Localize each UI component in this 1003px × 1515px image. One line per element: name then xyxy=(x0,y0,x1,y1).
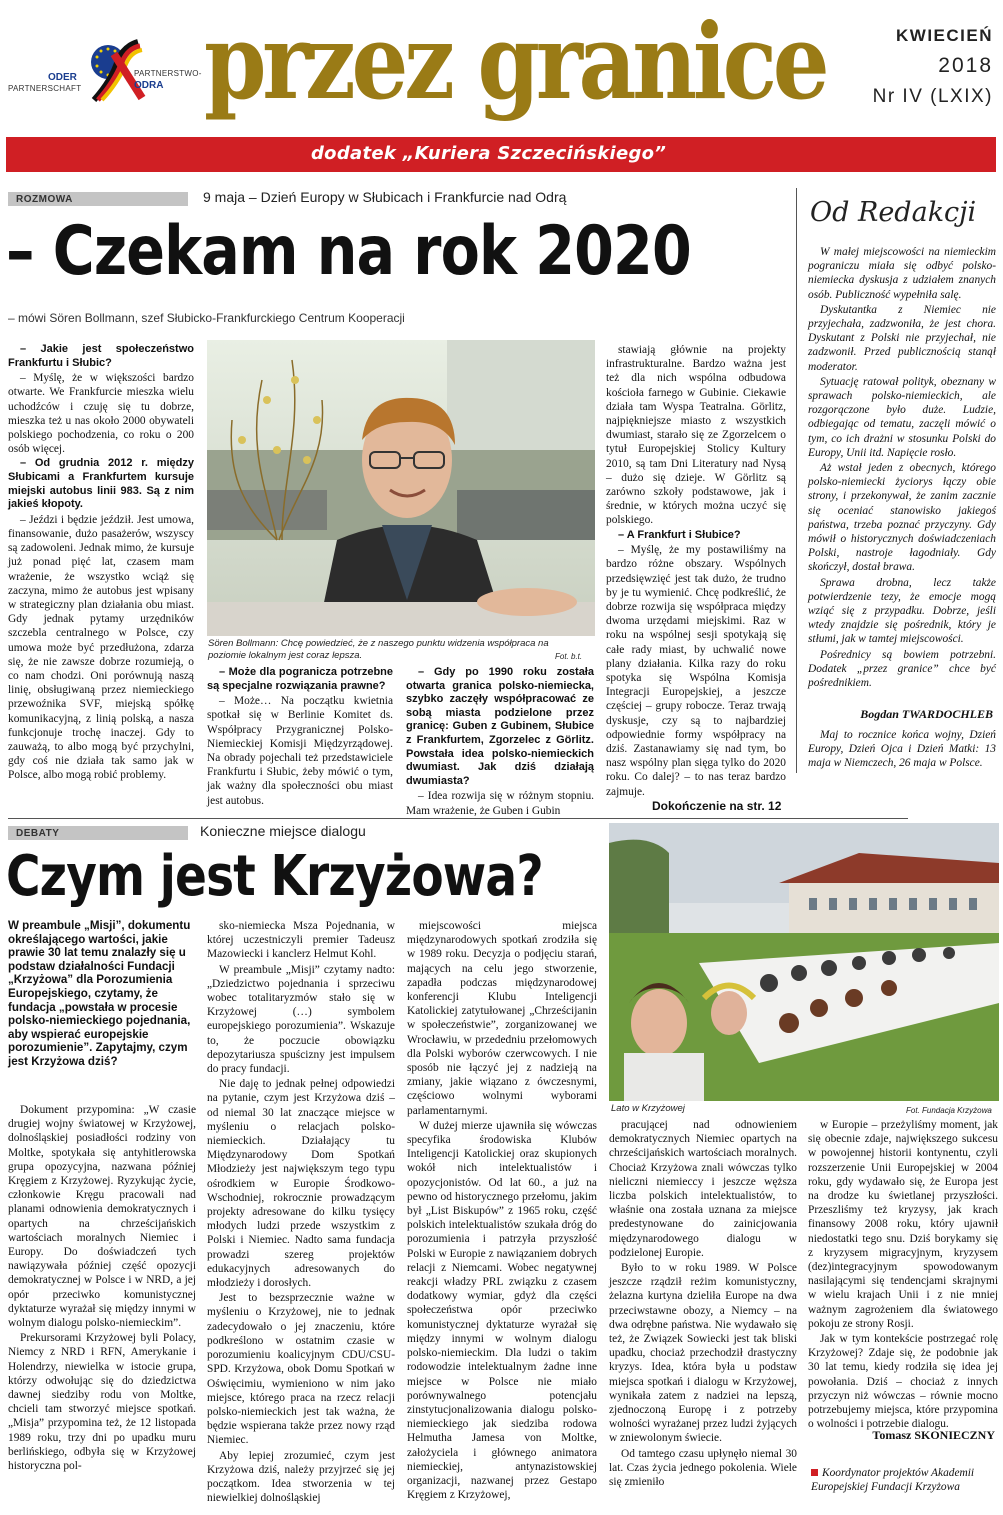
article-paragraph: Nie daję to jednak pełnej odpowiedzi na pytanie, czym jest Krzyżowa dziś – od niemal 30 lat znaczące miejsce w myśleniu o relacjach polsko-niemieckich. Działający tu Międzynarodowy Dom Spotkań Młodzieży jest największym tego typu ośrodkiem w Europie Środkowo-Wschodniej, rokrocznie prowadzącym projekty adresowane do kilku tysięcy młodych ludzi przede wszystkim z Polski i Niemiec. Nadto sama fundacja prowadzi szereg projektów edukacyjnych adresowanych do młodzieży i dorosłych. xyxy=(207,1078,395,1290)
article2-kicker: Konieczne miejsce dialogu xyxy=(200,823,366,839)
editorial-body xyxy=(808,245,996,745)
article-paragraph: miejscowości miejsca międzynarodowych spotkań zrodziła się w 1989 roku. Decyzja o podjęciu starań, mających na celu jego stworzenie, zapadła podczas międzynarodowej konferencji Klubu Inteligencji Katolickiej zatytułowanej „Chrześcijanin w społeczeństwie”, zorganizowanej we Wrocławiu, w przededniu przełomowych dla Polski wyborów czerwcowych. I nie sposób nie łączyć jej z nadzieją na zmiany, jakie wiązano z ówczesnymi, częściowo wolnymi wyborami parlamentarnymi. xyxy=(407,920,597,1117)
editorial-divider xyxy=(796,188,797,773)
interview-answer: – Jeździ i będzie jeździł. Jest umowa, finansowanie, dużo pasażerów, wszyscy są zadowoleni. Jednak mimo, że kursuje już ponad pięć lat, czasem mam wrażenie, że wszystko wciąż się zaczyna, mimo że autobus jest wpisany w strategiczny plan działania obu miast. Gdy jednak pytamy urzędników szczebla centralnego w Polsce, czy umowa może być przedłużona, zdarza się, że nie zawsze dobrze rozumieją, o co nam chodzi. Oni porównują naszą linię, obsługiwaną przez niemieckiego przewoźnika SVF, miejską spółkę komunikacyjną, z linią polską, a nasza funkcjonuje trochę inaczej. Gdy to zauważą, to albo mogą być przychylni, gdy coś nie działa tak samo jak w Polsce, albo mogą robić problemy. xyxy=(8,513,194,782)
editorial-footnote-text: Maj to rocznice końca wojny, Dzień Europy, Dzień Ojca i Dzień Matki: 13 maja w Niemczech, 26 maja w Polsce. xyxy=(808,729,996,770)
section-tag-debaty: DEBATY xyxy=(8,826,188,840)
article1-deck: – mówi Sören Bollmann, szef Słubicko-Frankfurckiego Centrum Kooperacji xyxy=(8,311,405,325)
interview-answer: – Myślę, że w większości bardzo otwarte. We Frankfurcie mieszka wielu uchodźców i czuję się tu dobrze, mieszka też u nas około 2000 obywateli polskiego pochodzenia, co roku o 200 osób więcej. xyxy=(8,372,194,456)
article1-column-4 xyxy=(606,343,786,798)
article-paragraph: W dużej mierze ujawniła się wówczas specyfika środowiska Klubów Inteligencji Katolickiej oraz skupionych wokół nich intelektualistów i opozycjonistów. Od lat 60., a już na pewno od historycznego przełomu, jakim był „List Biskupów” z 1965 roku, część polskich intelektualistów szukała dróg do porozumienia i patrzyła przyszłość Polski w Europie z nawiązaniem dobrych relacji z Niemcami. Wobec negatywnej reakcji władzy PRL związku z czasem dodatkowy wymiar, gdyż dla części społeczeństwa opór przeciwko komunistycznej dyktaturze wyrażał się między innymi w wolnym dialogu polsko-niemieckim. Dla ludzi o takim rodowodzie intelektualnym żadne inne miejsce w Polsce nie miało porównywalnego potencjału zinstytucjonalizowania dialogu polsko-niemieckiego jak siedziba rodowa Helmutha Jamesa von Moltke, założyciela i głównego animatora niemieckiej, antynazistowskiej organizacji, nazwanej przez Gestapo Kręgiem z Krzyżowej, xyxy=(407,1119,597,1502)
article2-column-1 xyxy=(8,1103,196,1511)
footnote-square-icon xyxy=(811,1469,818,1476)
article-paragraph: Od tamtego czasu upłynęło niemal 30 lat. Czas życia jednego pokolenia. Wiele się zmieniło xyxy=(609,1447,797,1489)
article1-column-2 xyxy=(207,666,393,816)
article2-photo-caption: Lato w Krzyżowej xyxy=(611,1103,685,1114)
article2-author: Tomasz SKONIECZNY xyxy=(872,1428,995,1442)
interview-answer: – Idea rozwija się w różnym stopniu. Mam wrażenie, że Guben i Gubin xyxy=(406,790,594,817)
article-paragraph: Jest to bezsprzecznie ważne w myśleniu o Krzyżowej, nie to jednak zadecydowało o jej znaczeniu, które podkreślono w ostatnim czasie w porozumieniu koalicyjnym CDU/CSU-SPD. Krzyżowa, obok Domu Spotkań w Oświęcimiu, wymieniono w nim jako miejsce, którego praca na rzecz relacji polsko-niemieckich jest tak ważna, że będzie wspierana także przez nowy rząd Niemiec. xyxy=(207,1292,395,1447)
article1-photo-caption: Sören Bollmann: Chcę powiedzieć, że z naszego punktu widzenia współpraca na poziomie lokalnym jest coraz lepsza. xyxy=(208,638,549,661)
article2-lead: W preambule „Misji”, dokumentu określającego wartości, jakie prawie 30 lat temu znalazły się u podstaw działalności Fundacji „Krzyżowa” dla Porozumienia Europejskiego, czytamy, że fundacja „powstała w procesie polsko-niemieckiego pojednania, aby wspierać europejskie porozumienie”. Zapytajmy, czym jest Krzyżowa dziś? xyxy=(8,919,191,1068)
bollmann-photo xyxy=(207,340,595,636)
interview-answer: – Może… Na początku kwietnia spotkał się w Berlinie Komitet ds. Współpracy Przygranicznej Polsko-Niemieckiej Komisji Międzyrządowej. Na obrady pojechali też przedstawiciele Frankfurtu i Słubic, żeby mówić o tym, jak ważny dla społeczności obu miast jest autobus. xyxy=(207,695,393,807)
continued-note: Dokończenie na str. 12 xyxy=(652,799,782,813)
interview-question: – Może dla pogranicza potrzebne są specjalne rozwiązania prawne? xyxy=(207,666,393,692)
supplement-text: dodatek „Kuriera Szczecińskiego” xyxy=(311,143,667,164)
article-paragraph: Prekursorami Krzyżowej byli Polacy, Niemcy z NRD i RFN, Amerykanie i Holendrzy, niewielka w istocie grupa, którzy odwołując się do dziedzictwa dawnej siedziby rodu von Moltke, chcieli tam stworzyć miejsce spotkań. „Misja” przypomina też, że 12 listopada 1989 roku, trzy dni po upadku muru berlińskiego, odbyła się w Krzyżowej historyczna pol- xyxy=(8,1332,196,1473)
krzyzowa-photo xyxy=(609,823,999,1101)
article2-column-3 xyxy=(407,919,597,1511)
article1-headline: – Czekam na rok 2020 xyxy=(6,212,691,291)
article1-column-1 xyxy=(8,343,194,815)
oder-partnerschaft-logo xyxy=(6,40,201,100)
issue-number: Nr IV (LXIX) xyxy=(872,86,993,107)
article2-column-2 xyxy=(207,919,395,1511)
supplement-band xyxy=(6,137,996,172)
article2-column-4 xyxy=(609,1118,797,1511)
issue-month: KWIECIEŃ xyxy=(896,26,993,45)
logo-partnerstwo-text: PARTNERSTWO- xyxy=(134,69,202,78)
section-tag-rozmowa: ROZMOWA xyxy=(8,192,188,206)
editorial-title: Od Redakcji xyxy=(810,197,977,228)
section-divider xyxy=(8,818,908,819)
article1-photo-credit: Fot. b.t. xyxy=(555,652,583,661)
article-paragraph: sko-niemiecka Msza Pojednania, w której uczestniczyli premier Tadeusz Mazowiecki i kanclerz Helmut Kohl. xyxy=(207,920,395,961)
editorial-author: Bogdan TWARDOCHLEB xyxy=(860,707,993,721)
article2-headline: Czym jest Krzyżowa? xyxy=(6,844,543,909)
logo-partnerschaft-text: PARTNERSCHAFT xyxy=(8,84,82,93)
photo-summer-icon xyxy=(609,823,999,1101)
article2-column-5 xyxy=(808,1118,998,1431)
article-paragraph: Aby lepiej zrozumieć, czym jest Krzyżowa dziś, należy przyjrzeć się jej początkom. Idea stworzenia w tej niewielkiej dolnośląskiej xyxy=(207,1449,395,1505)
article1-kicker: 9 maja – Dzień Europy w Słubicach i Frankfurcie nad Odrą xyxy=(203,189,567,205)
article-paragraph: pracującej nad odnowieniem demokratycznych Niemiec opartych na chrześcijańskich wartościach moralnych. Chociaż Krzyżowa znali wówczas tylko nieliczni niemieccy i jeszcze węższa liczba polskich intelektualistów, to właśnie ona została uznana za miejsce predestynowane do zainicjowania międzynarodowego dialogu w podzielonej Europie. xyxy=(609,1119,797,1259)
article-paragraph: Jak w tym kontekście postrzegać rolę Krzyżowej? Zdaje się, że podobnie jak 30 lat temu, kiedy rodziła się idea jej powołania. Dziś – chociaż z innych przyczyn niż wówczas – równie mocno potrzebujemy miejsca, które przypomina o wolności i potrzebie dialogu. xyxy=(808,1333,998,1431)
photo-portrait-icon xyxy=(207,340,595,636)
article1-column-3 xyxy=(406,666,594,816)
editorial-paragraph: Sytuację ratował polityk, obeznany w sprawach polsko-niemieckich, ale rozgorączone było duże. Ludzie, odbiegając od tematu, zaczęli mówić o tym, co ich drażni w stosunku Polski do Europy, Unii itd. Napięcie rosło. xyxy=(808,375,996,459)
article2-footnote-text: Koordynator projektów Akademii Europejskiej Fundacji Krzyżowa xyxy=(811,1467,975,1493)
article2-footnote xyxy=(811,1466,997,1494)
article-paragraph: Było to w roku 1989. W Polsce jeszcze rządził reżim komunistyczny, żelazna kurtyna dzieliła Europe na dwa przeciwstawne obozy, a Niemcy – na dwa odrębne państwa. Nie wydawało się też, że Związek Sowiecki jest tak bliski upadku, chociaż przechodził drastyczny kryzys. Idea, która była u podstaw miejsca spotkań i dialogu w Krzyżowej, wynikała zatem z nadziei na lepszą, zjednoczoną Europę i z potrzeby wolności wyrażanej przez ludzi żyjących w zniewolonym świecie. xyxy=(609,1262,797,1445)
logo-odra-text: ODRA xyxy=(134,80,164,91)
interview-question: – Jakie jest społeczeństwo Frankfurtu i Słubic? xyxy=(8,343,194,369)
editorial-paragraph: W małej miejscowości na niemieckim pograniczu miała się odbyć polsko-niemiecka dyskusja z udziałem znanych osób. Publiczność wypełniła salę. xyxy=(808,246,996,301)
editorial-paragraph: Pośrednicy są bowiem potrzebni. Dodatek „przez granice” chce być pośrednikiem. xyxy=(808,648,996,690)
interview-question: – A Frankfurt i Słubice? xyxy=(618,528,741,541)
logo-oder-text: ODER xyxy=(48,72,77,83)
interview-question: – Gdy po 1990 roku została otwarta granica polsko-niemiecka, szybko zaczęły współpracować ze sobą miasta podzielone przez granicę: Guben z Gubinem, Słubice z Frankfurtem, Zgorzelec z Görlitz. Powstała idea polsko-niemieckich dwumiast. Jak dziś działają dwumiasta? xyxy=(406,666,594,787)
interview-question: – Od grudnia 2012 r. między Słubicami a Frankfurtem kursuje miejski autobus linii 983. Są z nim jakieś kłopoty. xyxy=(8,457,194,511)
editorial-paragraph: Sprawa drobna, lecz także potwierdzenie tezy, że emocje mogą wziąć się z przypadku. Dobrze, jeśli wtedy znajdzie się pośrednik, który je stłumi, jak w tamtej miejscowości. xyxy=(808,576,996,646)
article-paragraph: W preambule „Misji” czytamy nadto: „Dziedzictwo pojednania i sprzeciwu wobec totalitaryzmów stało się w Krzyżowej (…) symbolem europejskiego porozumienia”. Wskazuje to, że poczucie obowiązku depozytariusza spuścizny jest impulsem do pracy fundacji. xyxy=(207,963,395,1076)
editorial-paragraph: Aż wstał jeden z obecnych, którego polsko-niemiecki życiorys łączy obie strony, i przekonywał, że zanim zacznie się oceniać stanowisko jakiegoś państwa, trzeba poznać przyczyny. Gdy mówił o historycznych doświadczeniach Polski, nastroje łagodniały. Gdy skończył, dostał brawa. xyxy=(808,462,996,574)
article-paragraph: w Europie – przeżyliśmy moment, jak się obecnie zdaje, największego sukcesu w powojennej historii kontynentu, czyli rozszerzenie Unii Europejskiej w 2004 roku, gdy wydawało się, że Europa jest na drodze ku świetlanej przyszłości. Przeszliśmy też kryzysy, jak krach finansowy 2008 roku, który ujawnił niedostatki tego snu. Dziś borykamy się z kryzysem migracyjnym, kryzysem (dez)integracyjnym spowodowanym nasilającymi się tendencjami skrajnymi w wielu krajach Unii i z nie mniej ważnym zagrożeniem dla światowego pokoju ze strony Rosji. xyxy=(808,1119,998,1330)
editorial-footnote xyxy=(808,728,996,788)
editorial-paragraph: Dyskutantka z Niemiec nie przyjechała, zadzwoniła, że jest chora. Dyskutant z Polski nie przyjechał, nie zadzwonił. Przed publicznością stanął moderator. xyxy=(808,303,996,373)
interview-answer: stawiają głównie na projekty infrastrukturalne. Bardzo ważna jest też dla nich wspólna odbudowa kościoła farnego w Gubinie. Ciekawie działa tam Wyspa Teatralna. Görlitz, najpiękniejsze miasto z wszystkich dwumiast, starało się ze Zgorzelcem o tytuł Europejskiej Stolicy Kultury 2010, są tam Dni Literatury nad Nysą – dużo się dzieje. W Görlitz są zarówno szkoły podstawowe, jak i średnie, w których można uczyć się polskiego. xyxy=(606,344,786,527)
masthead-title: przez granice xyxy=(204,0,826,123)
interview-answer: – Myślę, że my postawiliśmy na bardzo różne obszary. Wspólnych przedsięwzięć jest tak dużo, że trudno by je tu wymienić. Chcę podkreślić, że dobrze rozwija się współpraca między dwoma urzędami miejskimi. Raz w roku na wspólnej sesji spotykają się całe rady miast, by uchwalić nowe plany działania. Kilka razy do roku spotyka się Wspólna Komisja Integracji Europejskiej, a jeszcze częściej – grupy robocze. Teraz trwają dyskusje, czy są to najbardziej odpowiednie formy współpracy na dziś. Zastanawiamy się nad tym, bo nasz wspólny plan sięga tylko do 2020 roku. Co dalej? – to nas teraz bardzo zajmuje. xyxy=(606,544,786,798)
issue-year: 2018 xyxy=(938,54,993,77)
article2-photo-credit: Fot. Fundacja Krzyżowa xyxy=(906,1106,992,1115)
article-paragraph: Dokument przypomina: „W czasie drugiej wojny światowej w Krzyżowej, dolnośląskiej posiadłości rodziny von Moltke, spotykała się antyhitlerowska grupa opozycyjna, nazwana później Kręgiem z Krzyżowej. Ryzykując życie, członkowie Kręgu pracowali nad planami odnowienia demokratycznych i opartych na chrześcijańskich wartościach moralnych Niemiec i Europy. Do doświadczeń tych nawiązywała później część opozycji demokratycznej w Polsce i w NRD, a jej opór przeciwko komunistycznej dyktaturze wyrażał się między innymi w wolnym dialogu polsko-niemieckim”. xyxy=(8,1104,196,1330)
